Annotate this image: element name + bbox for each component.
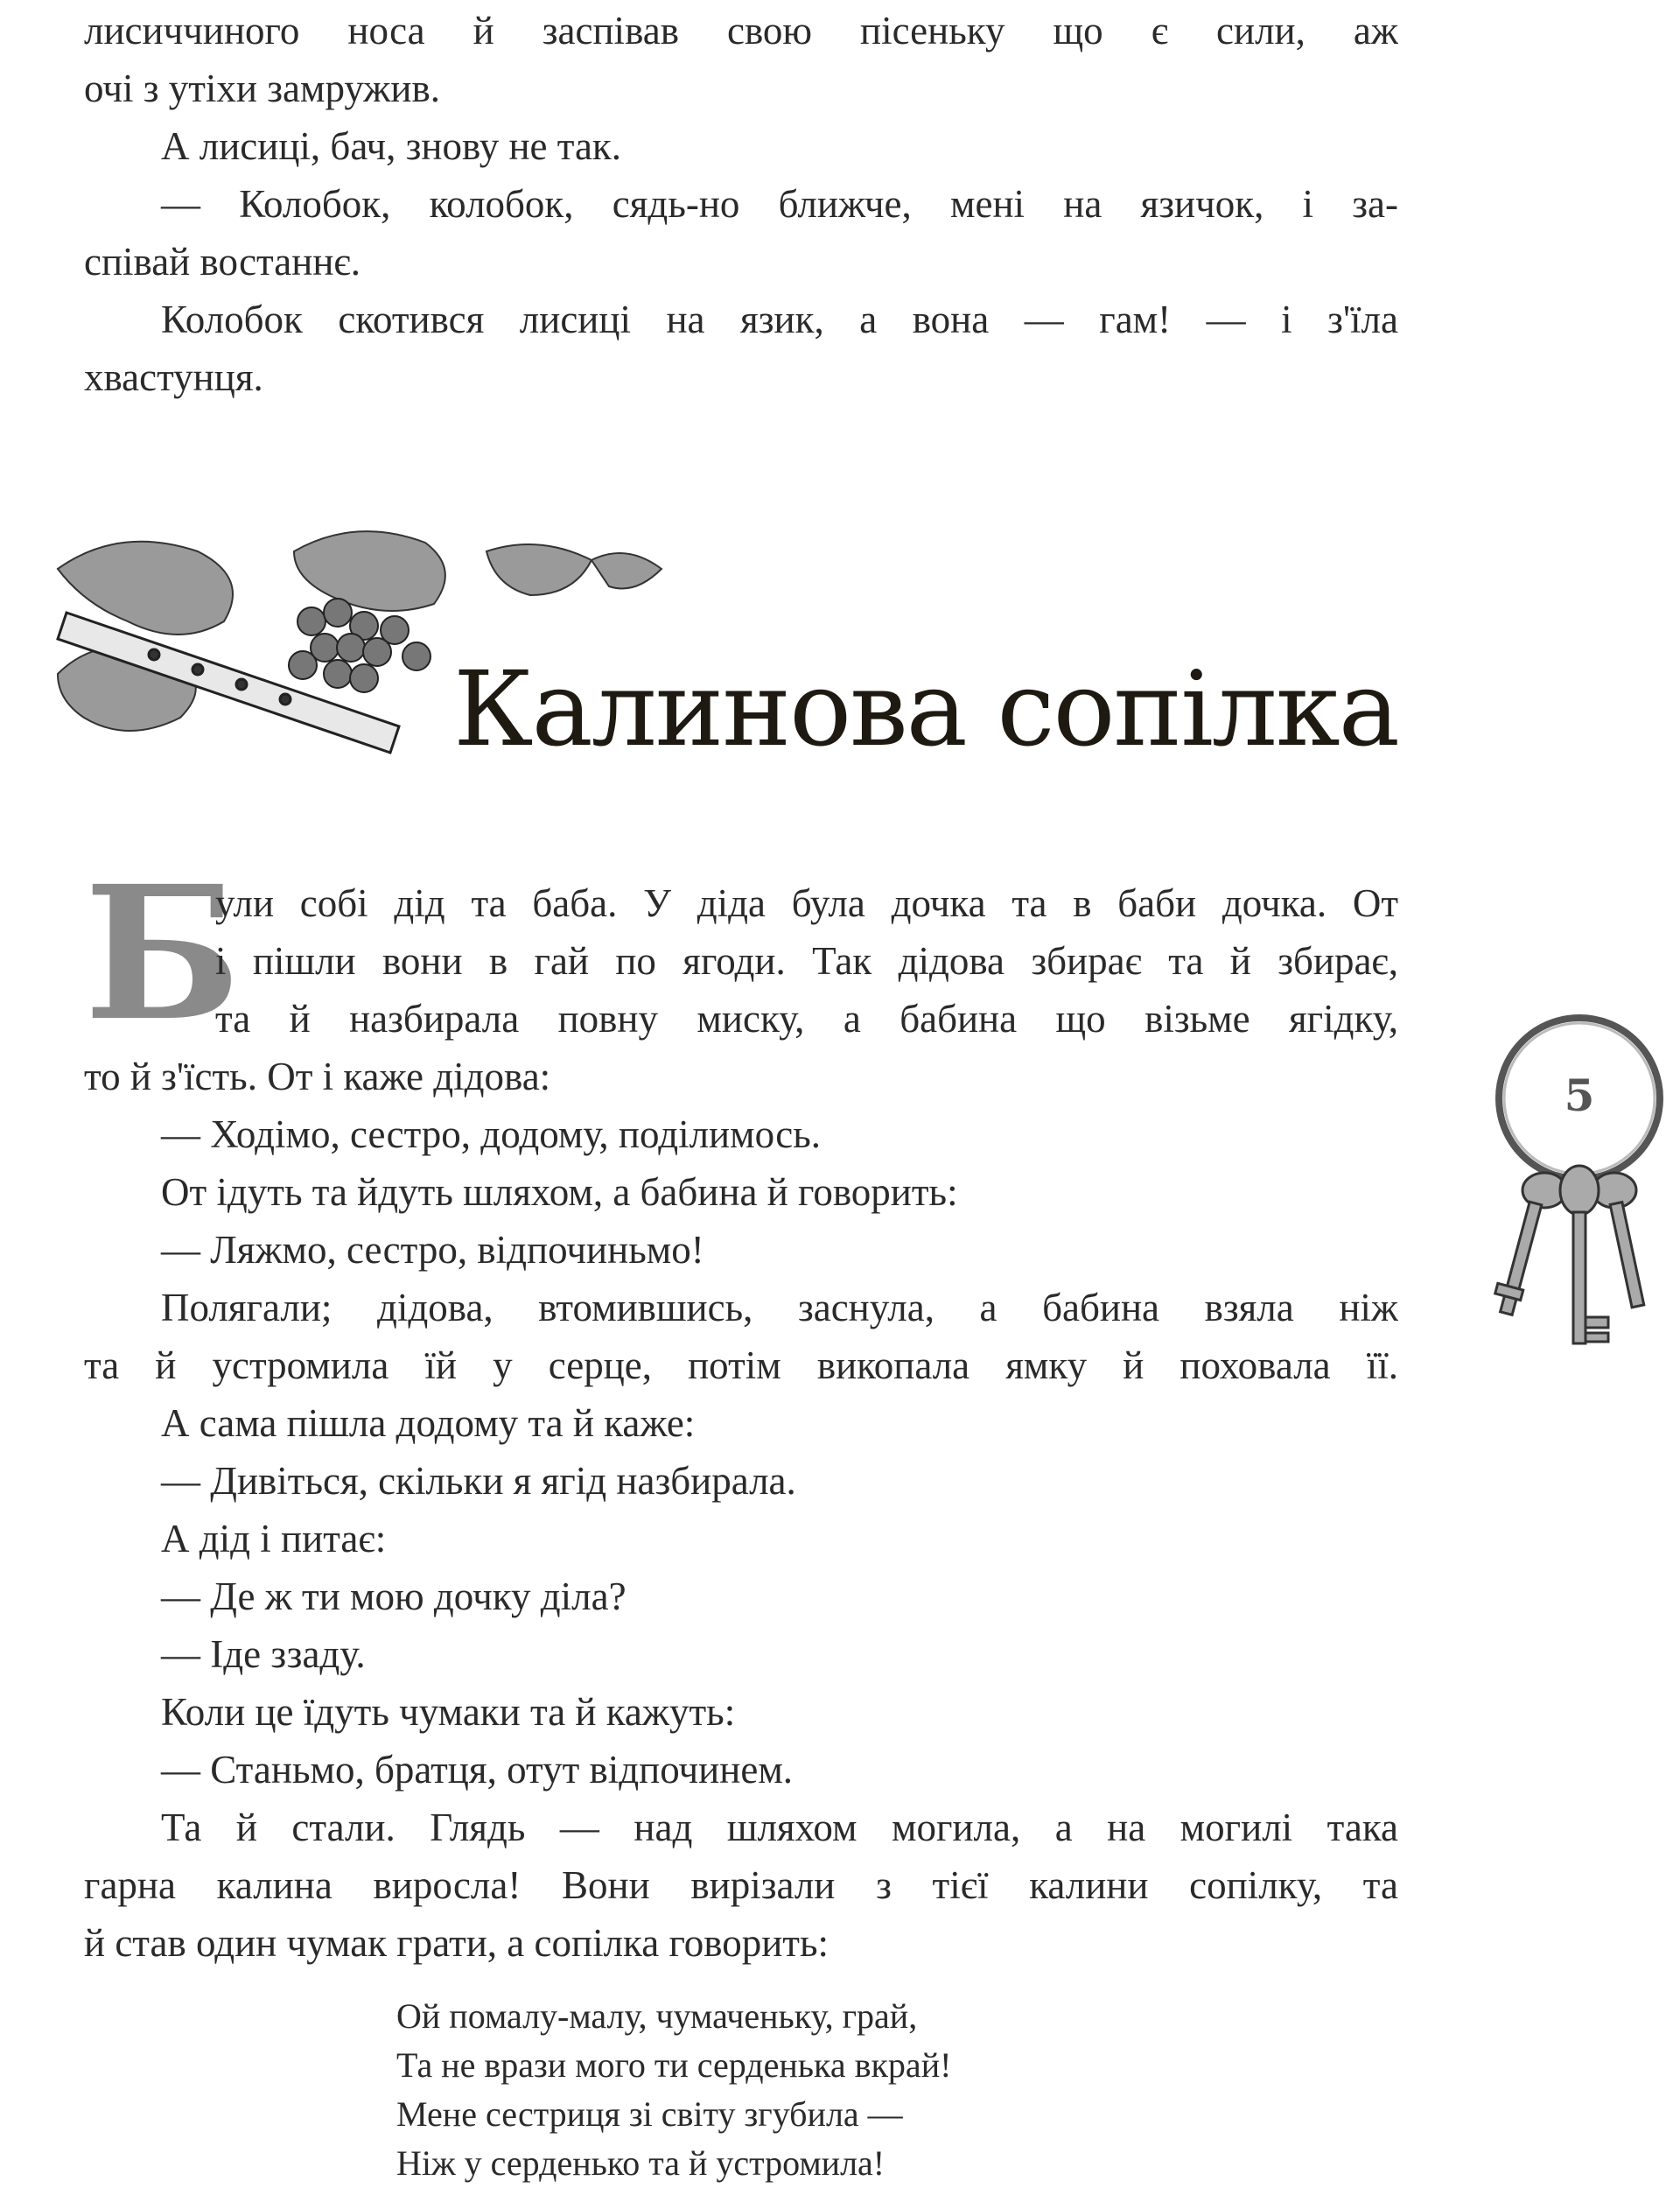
poem-line: Мене сестриця зі світу згубила —	[396, 2094, 903, 2134]
chapter-title: Калинова сопілка	[453, 649, 1398, 769]
drop-cap: Б	[84, 845, 242, 1062]
text-line: — Іде ззаду.	[161, 1632, 366, 1676]
poem	[396, 1992, 951, 2188]
poem-line: Ой помалу-малу, чумаченьку, грай,	[396, 1996, 918, 2036]
text-line: й став один чумак грати, а сопілка говорить:	[84, 1921, 830, 1965]
text-line: очі з утіхи замружив.	[84, 67, 440, 110]
story-text	[84, 874, 1398, 1972]
text-line: гарна калина виросла! Вони вирізали з тієї калини сопілку, та	[84, 1863, 1398, 1907]
text-line: хвастунця.	[84, 355, 263, 399]
text-line: А сама пішла додому та й каже:	[161, 1401, 696, 1445]
text-line: та й назбирала повну миску, а бабина що візьме ягідку,	[215, 997, 1398, 1041]
text-line: і пішли вони в гай по ягоди. Так дідова збирає та й збирає,	[215, 939, 1398, 983]
text-line: — Станьмо, братця, отут відпочинем.	[161, 1748, 794, 1792]
text-line: Колобок скотився лисиці на язик, а вона — гам! — і з'їла	[161, 298, 1398, 341]
text-line: співай востаннє.	[84, 240, 360, 284]
text-line: От ідуть та йдуть шляхом, а бабина й говорить:	[161, 1170, 958, 1214]
text-line: та й устромила їй у серце, потім викопала ямку й поховала її.	[84, 1343, 1398, 1387]
text-line: — Ходімо, сестро, додому, поділимось.	[161, 1112, 821, 1156]
text-line: ули собі дід та баба. У діда була дочка та в баби дочка. От	[215, 881, 1398, 925]
previous-story-ending	[84, 2, 1398, 406]
text-line: лисиччиного носа й заспівав свою пісеньку що є сили, аж	[84, 9, 1398, 53]
text-line: — Ляжмо, сестро, відпочиньмо!	[161, 1228, 704, 1272]
text-line: А дід і питає:	[161, 1517, 387, 1560]
poem-line: Та не врази мого ти серденька вкрай!	[396, 2045, 952, 2085]
text-line: — Дивіться, скільки я ягід назбирала.	[161, 1459, 796, 1503]
poem-line: Ніж у серденько та й устромила!	[396, 2143, 886, 2183]
text-line: А лисиці, бач, знову не так.	[161, 124, 622, 168]
page-number: 5	[1564, 1069, 1595, 1121]
text-line: — Колобок, колобок, сядь-но ближче, мені на язичок, і за-	[161, 182, 1398, 226]
text-line: — Де ж ти мою дочку діла?	[161, 1574, 626, 1618]
keys-page-number-icon	[1479, 1011, 1680, 1361]
text-line: то й з'їсть. От і каже дідова:	[84, 1055, 551, 1098]
text-line: Та й стали. Глядь — над шляхом могила, а на могилі така	[161, 1806, 1398, 1849]
text-line: Коли це їдуть чумаки та й кажуть:	[161, 1690, 736, 1734]
text-line: Полягали; дідова, втомившись, заснула, а бабина взяла ніж	[161, 1286, 1398, 1329]
